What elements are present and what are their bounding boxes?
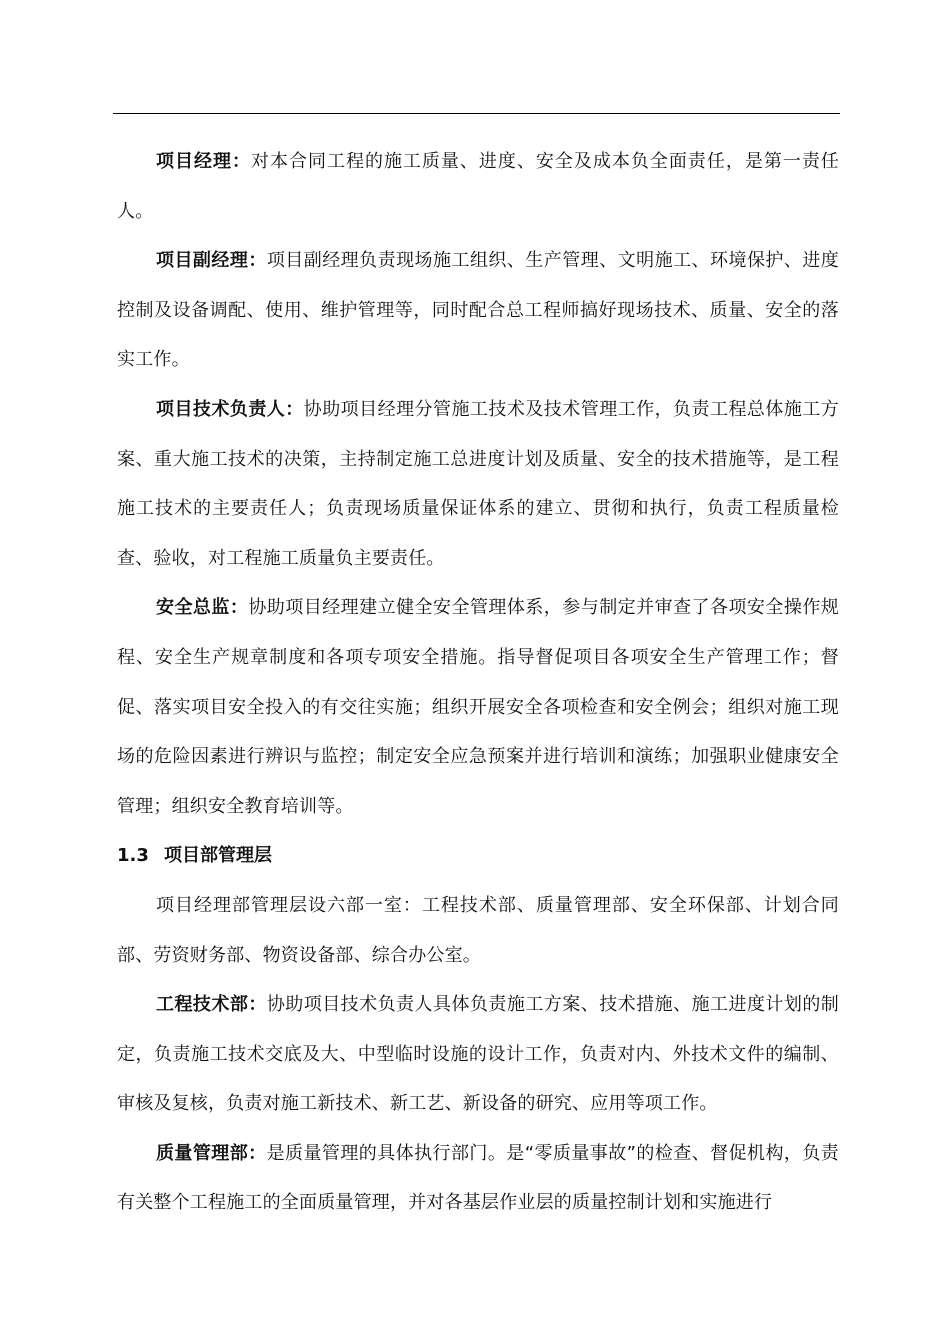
term-label: 项目副经理： bbox=[156, 250, 267, 272]
paragraph-technical-lead bbox=[117, 385, 839, 583]
paragraph-text: 协助项目技术负责人具体负责施工方案、技术措施、施工进度计划的制定，负责施工技术交底及大、中型临时设施的设计工作，负责对内、外技术文件的编制、审核及复核，负责对施工新技术、新工艺、新设备的研究、应用等项工作。 bbox=[117, 994, 840, 1115]
paragraph-text: 协助项目经理建立健全安全管理体系，参与制定并审查了各项安全操作规程、安全生产规章制度和各项专项安全措施。指导督促项目各项安全生产管理工作；督促、落实项目安全投入的有交往实施；组织开展安全各项检查和安全例会；组织对施工现场的危险因素进行辨识与监控；制定安全应急预案并进行培训和演练；加强职业健康安全管理；组织安全教育培训等。 bbox=[117, 597, 840, 817]
paragraph-project-manager bbox=[117, 137, 839, 236]
term-label: 安全总监： bbox=[156, 597, 249, 619]
section-heading bbox=[117, 831, 839, 881]
paragraph-section-intro bbox=[117, 881, 839, 980]
paragraph-deputy-manager bbox=[117, 236, 839, 385]
paragraph-text: 协助项目经理分管施工技术及技术管理工作，负责工程总体施工方案、重大施工技术的决策，主持制定施工总进度计划及质量、安全的技术措施等，是工程施工技术的主要责任人；负责现场质量保证体系的建立、贯彻和执行，负责工程质量检查、验收，对工程施工质量负主要责任。 bbox=[117, 398, 839, 569]
section-number: 1.3 bbox=[117, 845, 149, 867]
term-label: 项目经理： bbox=[156, 151, 251, 172]
paragraph-quality-dept bbox=[117, 1129, 839, 1228]
document-body bbox=[117, 137, 839, 1228]
paragraph-text: 项目经理部管理层设六部一室：工程技术部、质量管理部、安全环保部、计划合同部、劳资财务部、物资设备部、综合办公室。 bbox=[117, 894, 839, 966]
paragraph-safety-director bbox=[117, 583, 839, 831]
term-label: 项目技术负责人： bbox=[156, 398, 304, 420]
term-label: 质量管理部： bbox=[156, 1142, 267, 1164]
term-label: 工程技术部： bbox=[156, 994, 267, 1016]
paragraph-text: 对本合同工程的施工质量、进度、安全及成本负全面责任，是第一责任人。 bbox=[117, 151, 840, 222]
section-title: 项目部管理层 bbox=[164, 845, 272, 867]
paragraph-engineering-dept bbox=[117, 980, 839, 1129]
paragraph-text: 是质量管理的具体执行部门。是“零质量事故”的检查、督促机构，负责有关整个工程施工的全面质量管理，并对各基层作业层的质量控制计划和实施进行 bbox=[117, 1142, 839, 1214]
paragraph-text: 项目副经理负责现场施工组织、生产管理、文明施工、环境保护、进度控制及设备调配、使用、维护管理等，同时配合总工程师搞好现场技术、质量、安全的落实工作。 bbox=[117, 250, 840, 371]
header-rule bbox=[113, 113, 840, 114]
